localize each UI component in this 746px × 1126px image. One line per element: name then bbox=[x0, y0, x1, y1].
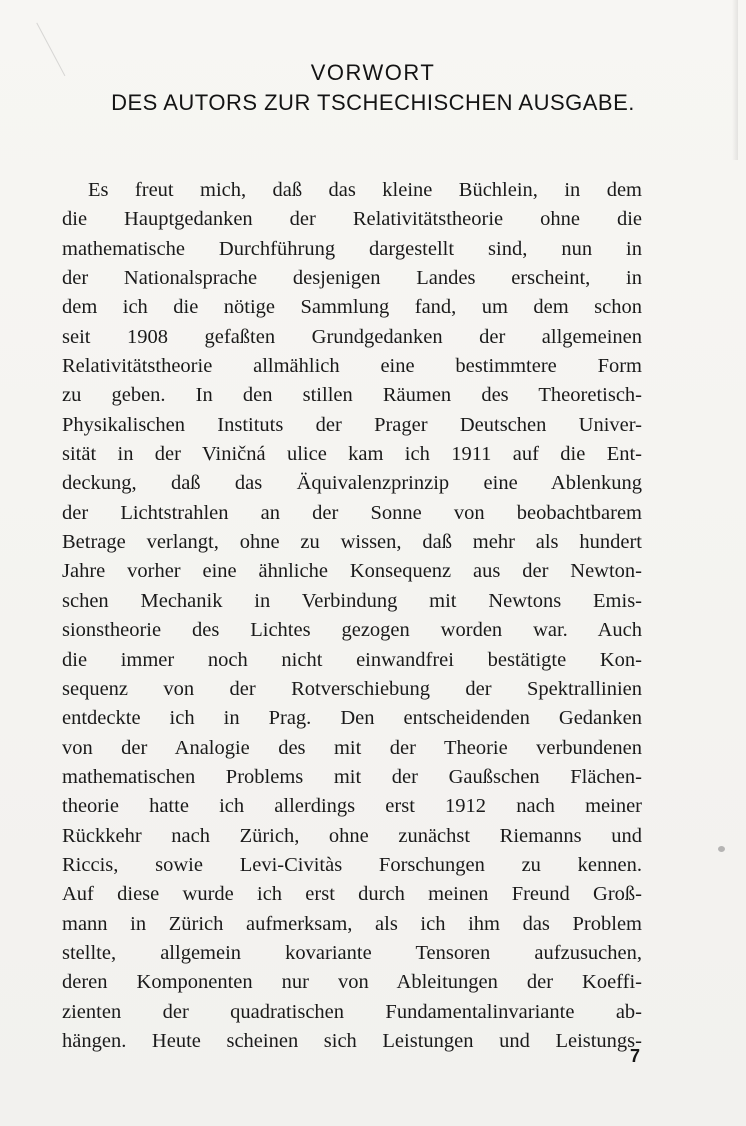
title-line-2: DES AUTORS ZUR TSCHECHISCHEN AUSGABE. bbox=[111, 90, 635, 115]
text-line: mathematische Durchführung dargestellt sind, nun in bbox=[62, 237, 642, 260]
text-line: sität in der Viničná ulice kam ich 1911 auf die Ent- bbox=[62, 443, 642, 466]
text-line: der Nationalsprache desjenigen Landes erscheint, in bbox=[62, 267, 642, 290]
text-line: zu geben. In den stillen Räumen des Theoretisch- bbox=[62, 384, 642, 407]
text-line: deckung, daß das Äquivalenzprinzip eine Ablenkung bbox=[62, 472, 642, 495]
text-line: Rückkehr nach Zürich, ohne zunächst Riemanns und bbox=[62, 824, 642, 847]
text-line: Jahre vorher eine ähnliche Konsequenz aus der Newton- bbox=[62, 560, 642, 583]
text-line: schen Mechanik in Verbindung mit Newtons Emis- bbox=[62, 589, 642, 612]
text-line: dem ich die nötige Sammlung fand, um dem schon bbox=[62, 296, 642, 319]
text-line: sionstheorie des Lichtes gezogen worden war. Auch bbox=[62, 619, 642, 642]
text-line: deren Komponenten nur von Ableitungen der Koeffi- bbox=[62, 971, 642, 994]
text-line: die immer noch nicht einwandfrei bestätigte Kon- bbox=[62, 648, 642, 671]
text-line: die Hauptgedanken der Relativitätstheorie ohne die bbox=[62, 208, 642, 231]
text-line: seit 1908 gefaßten Grundgedanken der allgemeinen bbox=[62, 325, 642, 348]
text-line: Es freut mich, daß das kleine Büchlein, in dem bbox=[88, 179, 642, 201]
text-line: von der Analogie des mit der Theorie verbundenen bbox=[62, 736, 642, 759]
text-line: Auf diese wurde ich erst durch meinen Freund Groß- bbox=[62, 883, 642, 906]
text-line: Betrage verlangt, ohne zu wissen, daß mehr als hundert bbox=[62, 531, 642, 554]
text-line: zienten der quadratischen Fundamentalinvariante ab- bbox=[62, 1000, 642, 1023]
text-line: hängen. Heute scheinen sich Leistungen und Leistungs- bbox=[62, 1029, 642, 1052]
text-line: Riccis, sowie Levi-Civitàs Forschungen zu kennen. bbox=[62, 853, 642, 876]
scan-speck bbox=[718, 846, 725, 852]
text-line: der Lichtstrahlen an der Sonne von beobachtbarem bbox=[62, 501, 642, 524]
title-line-1: VORWORT bbox=[310, 60, 436, 85]
text-line: Physikalischen Instituts der Prager Deutschen Univer- bbox=[62, 413, 642, 436]
text-line: entdeckte ich in Prag. Den entscheidenden Gedanken bbox=[62, 707, 642, 730]
text-line: mann in Zürich aufmerksam, als ich ihm das Problem bbox=[62, 912, 642, 935]
text-line: stellte, allgemein kovariante Tensoren aufzusuchen, bbox=[62, 941, 642, 964]
text-line: sequenz von der Rotverschiebung der Spektrallinien bbox=[62, 677, 642, 700]
text-line: mathematischen Problems mit der Gaußschen Flächen- bbox=[62, 765, 642, 788]
page-number: 7 bbox=[629, 1046, 640, 1066]
text-line: theorie hatte ich allerdings erst 1912 nach meiner bbox=[62, 795, 642, 818]
body-text bbox=[62, 176, 642, 1056]
text-line: Relativitätstheorie allmählich eine bestimmtere Form bbox=[62, 355, 642, 378]
